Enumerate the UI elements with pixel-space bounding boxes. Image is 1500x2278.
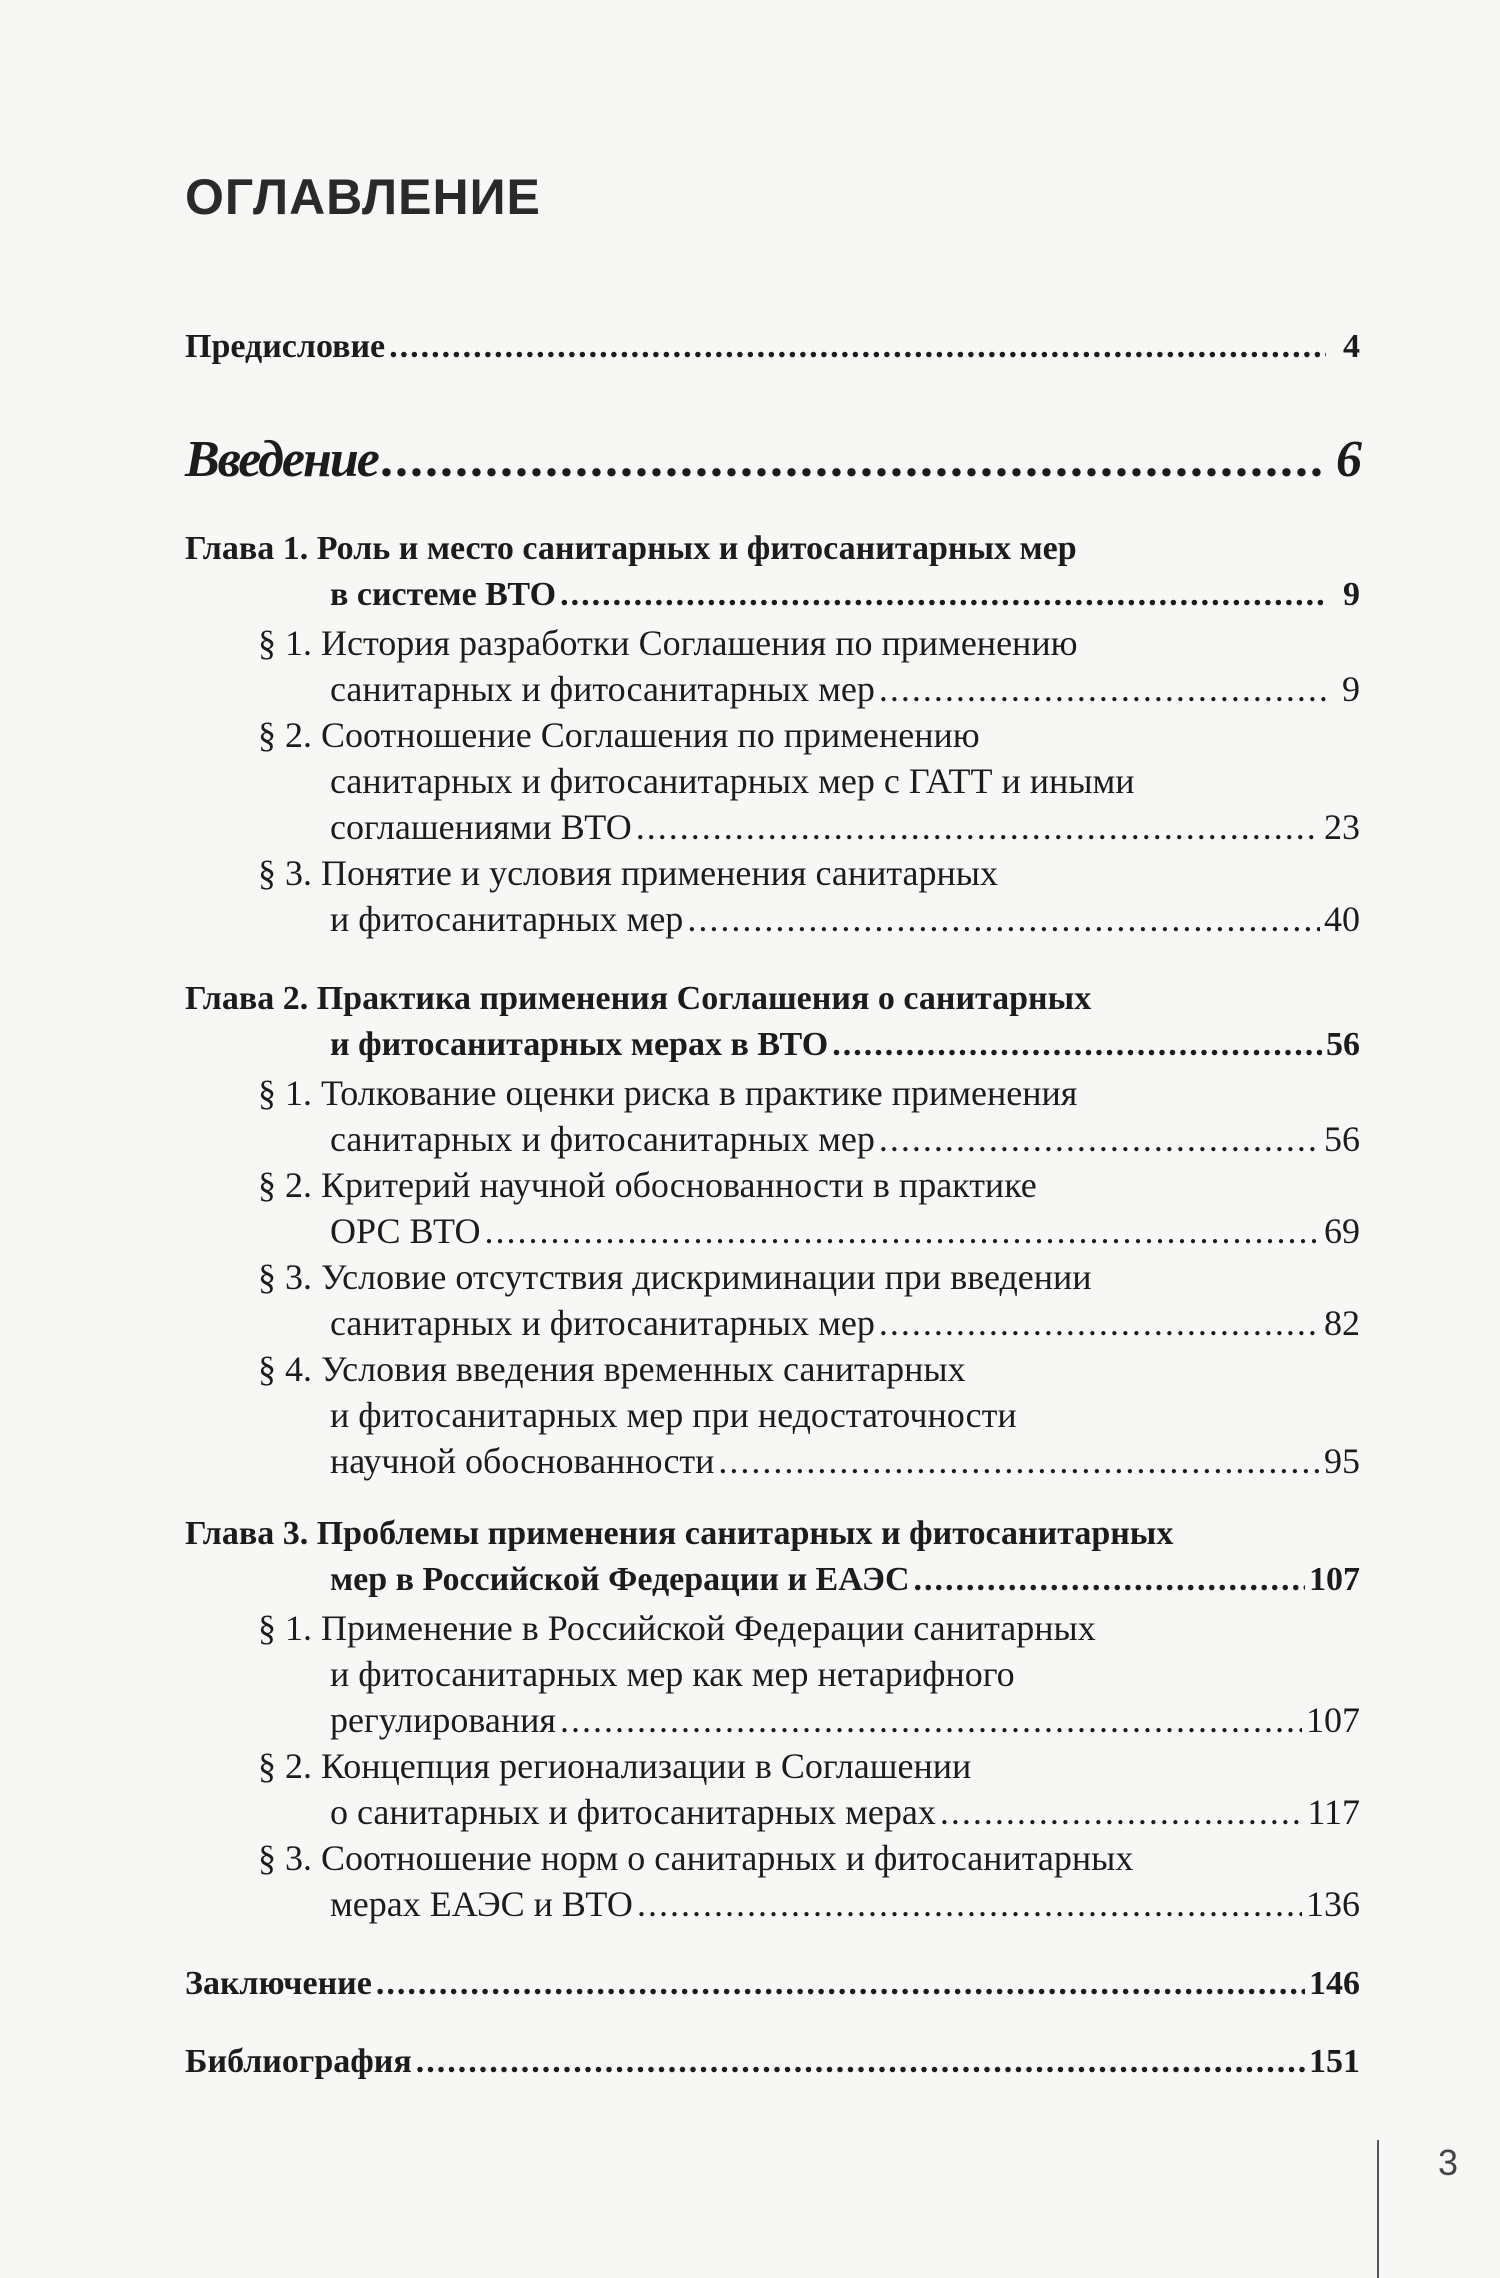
toc-section-cont: [330, 1210, 1360, 1256]
toc-section-cont: [330, 1440, 1360, 1486]
toc-entry-text: Глава 1. Роль и место санитарных и фитосанитарных мер: [185, 530, 1077, 567]
toc-entry-text: § 3. Понятие и условия применения санитарных: [258, 853, 998, 893]
page-number: 3: [1438, 2142, 1459, 2183]
toc-section-cont: [330, 1394, 1017, 1440]
toc-intro: [185, 430, 1360, 500]
toc-page-number: 56: [1326, 1026, 1360, 1063]
toc-section-cont: [330, 1791, 1360, 1837]
toc-section: [258, 1745, 971, 1791]
toc-entry-text: санитарных и фитосанитарных мер: [330, 1303, 875, 1343]
toc-page-number: 6: [1336, 431, 1360, 488]
dot-leader: [940, 1791, 1304, 1833]
toc-entry-text: § 2. Концепция регионализации в Соглашении: [258, 1746, 972, 1786]
dot-leader: [382, 430, 1326, 489]
toc-page-number: 117: [1307, 1792, 1360, 1832]
toc-conclusion: [185, 1965, 1360, 2011]
toc-entry-text: и фитосанитарных мер как мер нетарифного: [330, 1654, 1015, 1694]
toc-entry-text: научной обоснованности: [330, 1441, 715, 1481]
toc-chapter-title-cont: [330, 1561, 1360, 1607]
toc-entry-text: § 1. История разработки Соглашения по применению: [258, 623, 1078, 663]
toc-section: [258, 1256, 1092, 1302]
toc-entry-text: ОРС ВТО: [330, 1211, 481, 1251]
toc-page-number: 82: [1324, 1303, 1360, 1343]
toc-page-number: 9: [1343, 576, 1360, 613]
toc-section: [258, 1607, 1096, 1653]
toc-page-number: 107: [1306, 1700, 1360, 1740]
toc-page-number: 107: [1309, 1561, 1360, 1598]
toc-page-number: 95: [1324, 1441, 1360, 1481]
dot-leader: [832, 1026, 1322, 1064]
dot-leader: [560, 576, 1326, 614]
toc-entry-text: § 2. Соотношение Соглашения по применению: [258, 715, 980, 755]
dot-leader: [914, 1561, 1305, 1599]
toc-chapter-title: [185, 1515, 1173, 1561]
folio-divider: [1377, 2140, 1379, 2278]
toc-page-number: 69: [1324, 1211, 1360, 1251]
dot-leader: [879, 1118, 1320, 1160]
dot-leader: [416, 2043, 1305, 2081]
toc-entry-text: в системе ВТО: [330, 576, 557, 613]
toc-section-cont: [330, 1699, 1360, 1745]
dot-leader: [879, 668, 1326, 710]
dot-leader: [560, 1699, 1302, 1741]
toc-page-number: 136: [1306, 1884, 1360, 1924]
toc-page-number: 146: [1309, 1965, 1360, 2002]
toc-page-number: 4: [1343, 328, 1360, 365]
toc-page-number: 40: [1324, 899, 1360, 939]
toc-entry-text: Предисловие: [185, 328, 386, 365]
toc-chapter-title-cont: [330, 576, 1360, 622]
toc-section: [258, 1348, 966, 1394]
toc-entry-text: соглашениями ВТО: [330, 807, 632, 847]
toc-section-cont: [330, 1302, 1360, 1348]
toc-entry-text: § 3. Соотношение норм о санитарных и фитосанитарных: [258, 1838, 1134, 1878]
toc-chapter-title: [185, 530, 1077, 576]
toc-entry-text: Заключение: [185, 1965, 372, 2002]
toc-entry-text: Глава 3. Проблемы применения санитарных и фитосанитарных: [185, 1515, 1174, 1552]
toc-page-number: 9: [1342, 669, 1360, 709]
toc-page-number: 56: [1324, 1119, 1360, 1159]
toc-entry-text: санитарных и фитосанитарных мер с ГАТТ и иными: [330, 761, 1135, 801]
page-title: ОГЛАВЛЕНИЕ: [185, 169, 541, 225]
toc-entry-text: § 1. Применение в Российской Федерации санитарных: [258, 1608, 1096, 1648]
toc-chapter-title-cont: [330, 1026, 1360, 1072]
toc-section: [258, 622, 1077, 668]
toc-entry-text: санитарных и фитосанитарных мер: [330, 669, 875, 709]
dot-leader: [636, 806, 1320, 848]
toc-section: [258, 714, 980, 760]
dot-leader: [389, 328, 1326, 366]
toc-entry-text: и фитосанитарных мерах в ВТО: [330, 1026, 829, 1063]
toc-entry-text: и фитосанитарных мер: [330, 899, 684, 939]
toc-bibliography: [185, 2043, 1360, 2089]
toc-chapter-title: [185, 980, 1091, 1026]
toc-entry-text: § 4. Условия введения временных санитарных: [258, 1349, 966, 1389]
toc-entry-text: § 3. Условие отсутствия дискриминации при введении: [258, 1257, 1092, 1297]
dot-leader: [718, 1440, 1320, 1482]
toc-section-cont: [330, 898, 1360, 944]
toc-section: [258, 1837, 1133, 1883]
toc-section-cont: [330, 1653, 1015, 1699]
toc-entry-text: § 2. Критерий научной обоснованности в практике: [258, 1165, 1037, 1205]
toc-section-cont: [330, 806, 1360, 852]
toc-page-number: 23: [1324, 807, 1360, 847]
toc-page-number: 151: [1309, 2043, 1360, 2080]
dot-leader: [687, 898, 1320, 940]
toc-section-cont: [330, 1118, 1360, 1164]
toc-entry-text: регулирования: [330, 1700, 556, 1740]
dot-leader: [376, 1965, 1305, 2003]
toc-entry-text: Глава 2. Практика применения Соглашения о санитарных: [185, 980, 1092, 1017]
toc-entry-text: Библиография: [185, 2043, 412, 2080]
toc-entry-text: о санитарных и фитосанитарных мерах: [330, 1792, 936, 1832]
toc-entry-text: § 1. Толкование оценки риска в практике применения: [258, 1073, 1078, 1113]
dot-leader: [485, 1210, 1320, 1252]
toc-entry-text: Введение: [185, 431, 378, 488]
toc-section: [258, 1164, 1037, 1210]
toc-section-cont: [330, 668, 1360, 714]
toc-entry-text: мерах ЕАЭС и ВТО: [330, 1884, 633, 1924]
toc-preface: [185, 328, 1360, 374]
toc-section: [258, 1072, 1077, 1118]
toc-section: [258, 852, 998, 898]
toc-entry-text: мер в Российской Федерации и ЕАЭС: [330, 1561, 910, 1598]
dot-leader: [879, 1302, 1320, 1344]
toc-section-cont: [330, 1883, 1360, 1929]
dot-leader: [637, 1883, 1302, 1925]
toc-entry-text: санитарных и фитосанитарных мер: [330, 1119, 875, 1159]
toc-section-cont: [330, 760, 1135, 806]
toc-entry-text: и фитосанитарных мер при недостаточности: [330, 1395, 1017, 1435]
